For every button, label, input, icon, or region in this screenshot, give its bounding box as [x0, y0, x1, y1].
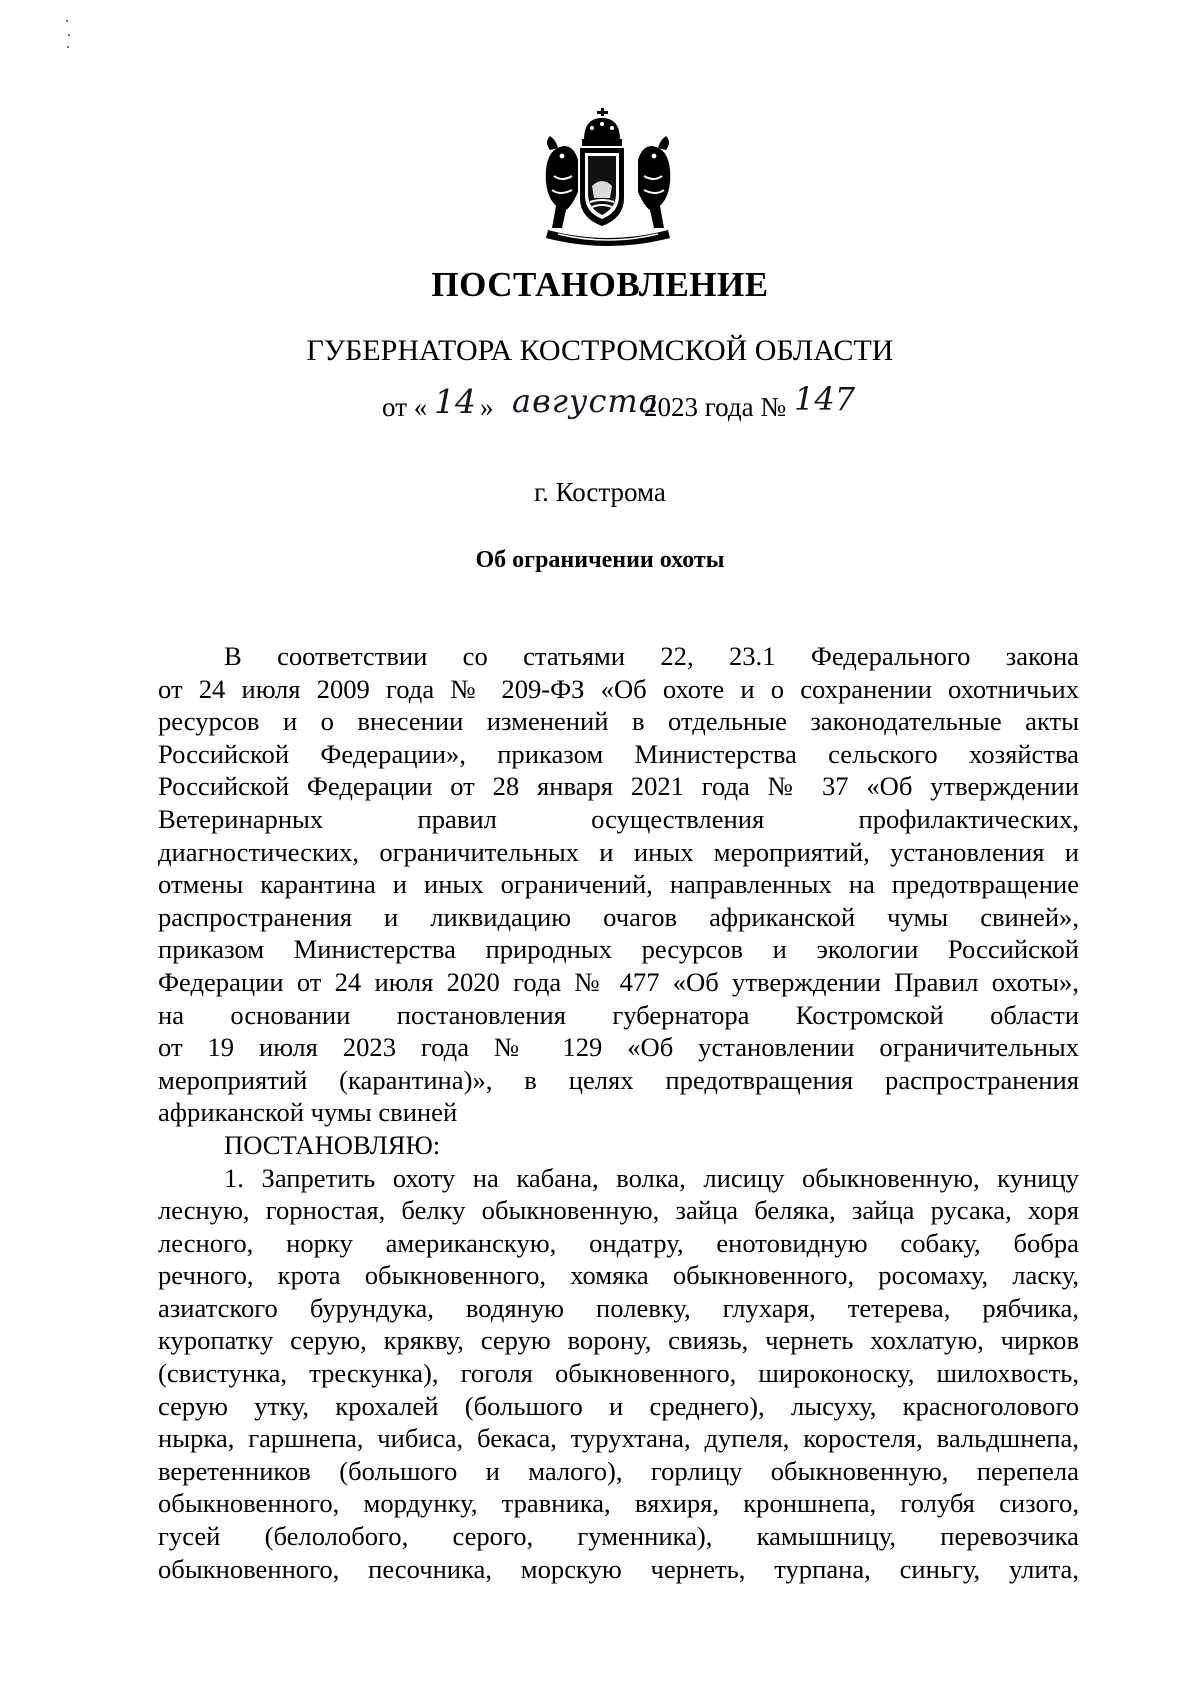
- item-1-line: азиатского бурундука, водяную полевку, глухаря, тетерева, рябчика,: [158, 1292, 1079, 1323]
- item-1-line: речного, крота обыкновенного, хомяка обыкновенного, росомаху, ласку,: [158, 1260, 1079, 1291]
- handwritten-month: августа: [512, 382, 659, 420]
- item-1-line: куропатку серую, крякву, серую ворону, свиязь, чернеть хохлатую, чирков: [158, 1325, 1079, 1356]
- item-1-line: обыкновенного, мордунку, травника, вяхиря, кроншнепа, голубя сизого,: [158, 1488, 1079, 1519]
- item-1-line: гусей (белолобого, серого, гуменника), камышницу, перевозчика: [158, 1521, 1079, 1552]
- item-1-line: лесную, горностая, белку обыкновенную, зайца беляка, зайца русака, хоря: [158, 1195, 1079, 1226]
- document-title: Об ограничении охоты: [475, 547, 725, 573]
- preamble-line: от 19 июля 2023 года № 129 «Об установлении ограничительных: [158, 1032, 1079, 1063]
- preamble-line: распространения и ликвидацию очагов африканской чумы свиней»,: [158, 901, 1079, 932]
- preamble-line: ресурсов и о внесении изменений в отдельные законодательные акты: [158, 706, 1079, 737]
- preamble-line: В соответствии со статьями 22, 23.1 Федерального закона: [224, 641, 1079, 671]
- date-number-line: [382, 382, 942, 432]
- preamble-line: на основании постановления губернатора Костромской области: [158, 999, 1079, 1030]
- item-1-line: 1. Запретить охоту на кабана, волка, лисицу обыкновенную, куницу: [224, 1162, 1079, 1193]
- item-1-line: серую утку, крохалей (большого и среднего), лысуху, красноголового: [158, 1390, 1079, 1421]
- preamble-line: африканской чумы свиней: [158, 1097, 458, 1128]
- item-1-line: нырка, гаршнепа, чибиса, бекаса, турухтана, дупеля, коростеля, вальдшнепа,: [158, 1423, 1079, 1454]
- preamble-line: Российской Федерации от 28 января 2021 года № 37 «Об утверждении: [158, 771, 1079, 802]
- date-quote-close: »: [480, 392, 494, 422]
- preamble-line: мероприятий (карантина)», в целях предотвращения распространения: [158, 1064, 1079, 1095]
- document-body: [158, 640, 1079, 1585]
- preamble-line: отмены карантина и иных ограничений, направленных на предотвращение: [158, 869, 1079, 900]
- scan-specks: [66, 20, 74, 56]
- preamble-line: приказом Министерства природных ресурсов и экологии Российской: [158, 934, 1079, 965]
- preamble-line: Ветеринарных правил осуществления профилактических,: [158, 803, 1079, 834]
- decree-word: ПОСТАНОВЛЯЮ:: [224, 1129, 441, 1160]
- preamble-line: Федерации от 24 июля 2020 года № 477 «Об утверждении Правил охоты»,: [158, 966, 1079, 997]
- preamble-line: диагностических, ограничительных и иных мероприятий, установления и: [158, 836, 1079, 867]
- date-prefix: от «: [382, 392, 428, 422]
- item-1-line: обыкновенного, песочника, морскую чернеть, турпана, синьгу, улита,: [158, 1553, 1079, 1584]
- document-type-heading: ПОСТАНОВЛЕНИЕ: [431, 265, 769, 304]
- handwritten-number: 147: [794, 380, 856, 418]
- item-1-line: лесного, норку американскую, ондатру, енотовидную собаку, бобра: [158, 1227, 1079, 1258]
- preamble-line: от 24 июля 2009 года № 209-ФЗ «Об охоте и о сохранении охотничьих: [158, 673, 1079, 704]
- preamble-line: Российской Федерации», приказом Министерства сельского хозяйства: [158, 738, 1079, 769]
- handwritten-day: 14: [434, 382, 476, 421]
- city-line: г. Кострома: [534, 477, 666, 507]
- issuer-heading: ГУБЕРНАТОРА КОСТРОМСКОЙ ОБЛАСТИ: [306, 334, 894, 367]
- date-year-text: 2023 года №: [644, 392, 787, 422]
- item-1-line: (свистунка, трескунка), гоголя обыкновенного, широконоску, шилохвость,: [158, 1358, 1079, 1389]
- item-1-line: веретенников (большого и малого), горлицу обыкновенную, перепела: [158, 1455, 1079, 1486]
- coat-of-arms-icon: [538, 106, 678, 252]
